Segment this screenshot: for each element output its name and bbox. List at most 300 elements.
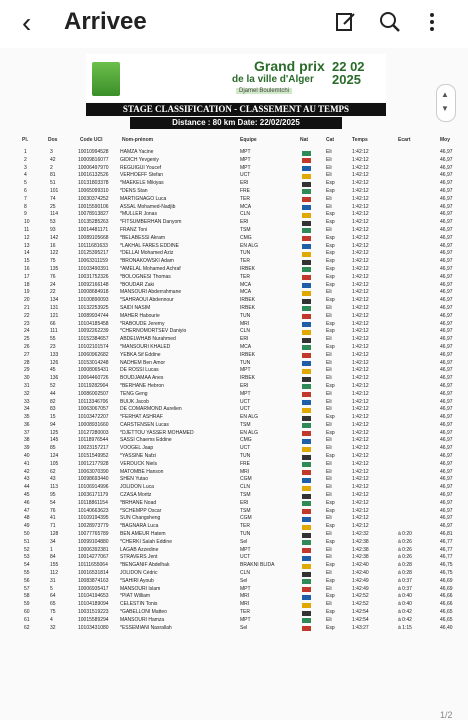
table-row <box>0 235 468 243</box>
col-header-dos: Dos <box>48 137 58 143</box>
table-row <box>0 508 468 516</box>
cell-moy: 46,97 <box>440 149 453 155</box>
page-title: Arrivee <box>64 8 147 35</box>
scroll-control[interactable] <box>436 84 456 122</box>
cell-dos: 105 <box>50 460 59 467</box>
cell-nom: *BOUDAR Zaki <box>120 281 155 288</box>
cell-pl: 55 <box>24 570 30 577</box>
cell-nom: *GABELLONI Matteo <box>120 609 167 616</box>
cell-dos: 81 <box>50 172 56 179</box>
table-row <box>0 445 468 453</box>
cell-equipe: IRBEK <box>240 304 256 311</box>
cell-ecart: à 0:42 <box>398 616 412 623</box>
cell-equipe: ERI <box>240 499 249 506</box>
cell-equipe: TUN <box>240 312 251 319</box>
cell-nom: BOUDJAMAA Anes <box>120 375 164 382</box>
cell-temps: 1:42:12 <box>352 258 369 265</box>
col-header-temps: Temps <box>352 137 368 143</box>
cell-equipe: ERI <box>240 180 249 187</box>
cell-pl: 42 <box>24 468 30 475</box>
cell-code: 10016132526 <box>78 172 109 179</box>
cell-code: 10153014248 <box>78 359 109 366</box>
table-row <box>0 547 468 555</box>
cell-equipe: MCA <box>240 203 252 210</box>
nation-flag-icon <box>302 494 311 499</box>
cell-temps: 1:42:12 <box>352 242 369 249</box>
cell-temps: 1:42:54 <box>352 616 369 623</box>
nation-flag-icon <box>302 353 311 358</box>
cell-nom: SASSI Chaems Eddine <box>120 437 172 444</box>
cell-nom: LAGAB Azzedine <box>120 546 159 553</box>
nation-flag-icon <box>302 392 311 397</box>
cell-pl: 5 <box>24 180 27 187</box>
cell-pl: 47 <box>24 507 30 514</box>
nation-flag-icon <box>302 205 311 210</box>
cell-dos: 51 <box>50 180 56 187</box>
cell-cat: Esp <box>326 523 335 530</box>
banner-subtitle: Djamel Boulemtchi <box>236 88 292 94</box>
cell-dos: 134 <box>50 297 59 304</box>
cell-nom: STRAVERS Jent <box>120 554 158 561</box>
cell-temps: 1:42:12 <box>352 320 369 327</box>
cell-dos: 64 <box>50 593 56 600</box>
cell-code: 10060962682 <box>78 351 109 358</box>
cell-temps: 1:42:12 <box>352 406 369 413</box>
col-header-equipe: Equipe <box>240 137 257 143</box>
cell-moy: 46,97 <box>440 406 453 413</box>
cell-cat: Eli <box>326 375 332 382</box>
chevron-down-icon[interactable]: ▼ <box>441 104 449 113</box>
table-row <box>0 570 468 578</box>
table-row <box>0 469 468 477</box>
cell-cat: Esp <box>326 414 335 421</box>
cell-dos: 124 <box>50 453 59 460</box>
nation-flag-icon <box>302 517 311 522</box>
more-vert-icon[interactable] <box>420 10 444 34</box>
cell-code: 10008065431 <box>78 367 109 374</box>
cell-code: 10119282904 <box>78 382 109 389</box>
cell-dos: 74 <box>50 195 56 202</box>
nation-flag-icon <box>302 306 311 311</box>
cell-moy: 46,97 <box>440 172 453 179</box>
cell-cat: Eli <box>326 195 332 202</box>
cell-dos: 145 <box>50 437 59 444</box>
cell-dos: 83 <box>50 406 56 413</box>
cell-moy: 46,97 <box>440 164 453 171</box>
cell-pl: 36 <box>24 421 30 428</box>
cell-code: 10118976544 <box>78 437 109 444</box>
cell-equipe: CGM <box>240 515 252 522</box>
cell-temps: 1:42:38 <box>352 554 369 561</box>
cell-temps: 1:42:12 <box>352 304 369 311</box>
cell-code: 10152384657 <box>78 336 109 343</box>
cell-equipe: UCT <box>240 406 251 413</box>
cell-equipe: TSM <box>240 226 251 233</box>
cell-dos: 94 <box>50 421 56 428</box>
cell-equipe: TUN <box>240 453 251 460</box>
cell-equipe: EN ALG <box>240 429 259 436</box>
cell-code: 10012177928 <box>78 460 109 467</box>
nation-flag-icon <box>302 369 311 374</box>
nation-flag-icon <box>302 236 311 241</box>
cell-moy: 46,97 <box>440 180 453 187</box>
cell-ecart: à 0:42 <box>398 609 412 616</box>
cell-pl: 32 <box>24 390 30 397</box>
cell-code: 10086002507 <box>78 390 109 397</box>
cell-temps: 1:42:12 <box>352 515 369 522</box>
cell-dos: 55 <box>50 336 56 343</box>
cell-moy: 46,97 <box>440 515 453 522</box>
cell-pl: 7 <box>24 195 27 202</box>
cell-equipe: MRI <box>240 593 250 600</box>
cell-code: 10140663623 <box>78 507 109 514</box>
cell-cat: Eli <box>326 616 332 623</box>
cell-code: 10109194395 <box>78 515 109 522</box>
nation-flag-icon <box>302 462 311 467</box>
cell-code: 10102101574 <box>78 343 109 350</box>
cell-dos: 54 <box>50 499 56 506</box>
cell-nom: MATOMBE Hanson <box>120 468 164 475</box>
cell-equipe: EN ALG <box>240 242 259 249</box>
cell-code: 10009816077 <box>78 156 109 163</box>
cell-dos: 66 <box>50 320 56 327</box>
cell-temps: 1:42:12 <box>352 273 369 280</box>
cell-code: 10014277067 <box>78 554 109 561</box>
cell-cat: Eli <box>326 289 332 296</box>
cell-code: 10111655064 <box>78 562 108 569</box>
cell-moy: 46,97 <box>440 375 453 382</box>
cell-equipe: UCT <box>240 445 251 452</box>
search-icon[interactable] <box>378 10 402 34</box>
cell-cat: Esp <box>326 453 335 460</box>
cell-moy: 46,65 <box>440 609 453 616</box>
cell-nom: *AMELAL Mohamed Achraf <box>120 265 181 272</box>
nation-flag-icon <box>302 330 311 335</box>
cell-temps: 1:42:52 <box>352 593 369 600</box>
cell-equipe: CLN <box>240 328 251 335</box>
cell-equipe: MPT <box>240 616 251 623</box>
cell-code: 10104185458 <box>78 320 109 327</box>
cell-dos: 62 <box>50 468 56 475</box>
cell-code: 10106914996 <box>78 484 109 491</box>
cell-nom: SUN Changsheng <box>120 515 161 522</box>
table-row <box>0 165 468 173</box>
cell-pl: 13 <box>24 242 30 249</box>
cell-temps: 1:42:40 <box>352 562 369 569</box>
cell-cat: Eli <box>326 398 332 405</box>
cell-temps: 1:42:12 <box>352 172 369 179</box>
cell-nom: SAIDI NASIM <box>120 304 151 311</box>
cell-dos: 93 <box>50 226 56 233</box>
cell-cat: Eli <box>326 149 332 155</box>
nation-flag-icon <box>302 556 311 561</box>
table-row <box>0 149 468 157</box>
cell-moy: 46,97 <box>440 437 453 444</box>
nation-flag-icon <box>302 338 311 343</box>
cell-equipe: FRE <box>240 187 250 194</box>
cell-cat: Eli <box>326 312 332 319</box>
cell-nom: *BENGANIF Abdelhak <box>120 562 170 569</box>
table-row <box>0 453 468 461</box>
cell-equipe: CLN <box>240 211 251 218</box>
cell-dos: 3 <box>50 149 53 155</box>
cell-code: 10010994528 <box>78 149 109 155</box>
cell-moy: 46,77 <box>440 538 453 545</box>
cell-pl: 21 <box>24 304 30 311</box>
cell-cat: Esp <box>326 624 335 631</box>
cell-cat: Esp <box>326 343 335 350</box>
cell-code: 10030374252 <box>78 195 109 202</box>
cell-equipe: EN ALG <box>240 414 259 421</box>
cell-dos: 121 <box>50 312 59 319</box>
cell-pl: 1 <box>24 149 27 155</box>
cell-pl: 28 <box>24 359 30 366</box>
cell-dos: 34 <box>50 538 56 545</box>
cell-temps: 1:42:49 <box>352 577 369 584</box>
cell-cat: Esp <box>326 320 335 327</box>
cell-cat: Eli <box>326 445 332 452</box>
cell-cat: Eli <box>326 367 332 374</box>
cell-code: 10065099310 <box>78 187 109 194</box>
nation-flag-icon <box>302 618 311 623</box>
cell-nom: *BOLOGNESI Thomas <box>120 273 171 280</box>
cell-temps: 1:42:38 <box>352 538 369 545</box>
cell-code: 10104194653 <box>78 593 109 600</box>
cell-temps: 1:42:12 <box>352 265 369 272</box>
cell-dos: 136 <box>50 375 59 382</box>
cell-equipe: MPT <box>240 546 251 553</box>
cell-dos: 2 <box>50 164 53 171</box>
cell-pl: 15 <box>24 258 30 265</box>
cell-moy: 46,97 <box>440 507 453 514</box>
cell-cat: Esp <box>326 507 335 514</box>
cell-cat: Esp <box>326 250 335 257</box>
nation-flag-icon <box>302 509 311 514</box>
cell-moy: 46,97 <box>440 304 453 311</box>
back-arrow-icon[interactable]: ‹ <box>22 7 32 38</box>
cell-nom: *BRHANE Noad <box>120 499 157 506</box>
cell-equipe: TER <box>240 523 250 530</box>
cell-equipe: MPT <box>240 149 251 155</box>
nation-flag-icon <box>302 455 311 460</box>
nation-flag-icon <box>302 595 311 600</box>
table-row <box>0 609 468 617</box>
cell-pl: 4 <box>24 172 27 179</box>
cell-dos: 24 <box>50 281 56 288</box>
cell-equipe: Sel <box>240 624 248 631</box>
cell-temps: 1:43:27 <box>352 624 369 631</box>
cell-equipe: MRI <box>240 468 250 475</box>
cell-ecart: à 0:28 <box>398 562 412 569</box>
nation-flag-icon <box>302 431 311 436</box>
nation-flag-icon <box>302 213 311 218</box>
cell-cat: Esp <box>326 593 335 600</box>
cell-temps: 1:42:12 <box>352 499 369 506</box>
nation-flag-icon <box>302 174 311 179</box>
nation-flag-icon <box>302 244 311 249</box>
cell-temps: 1:42:12 <box>352 460 369 467</box>
cell-pl: 37 <box>24 429 30 436</box>
cell-code: 10103490391 <box>78 265 109 272</box>
cell-cat: Eli <box>326 554 332 561</box>
cell-nom: JOLIDON Luca <box>120 484 154 491</box>
cell-dos: 45 <box>50 367 56 374</box>
cell-code: 10064460726 <box>78 375 109 382</box>
edit-icon[interactable] <box>334 10 358 34</box>
cell-dos: 95 <box>50 492 56 499</box>
cell-temps: 1:42:12 <box>352 375 369 382</box>
cell-equipe: TER <box>240 195 250 202</box>
nation-flag-icon <box>302 611 311 616</box>
cell-pl: 41 <box>24 460 30 467</box>
nation-flag-icon <box>302 626 311 631</box>
cell-cat: Eli <box>326 546 332 553</box>
cell-code: 10132253925 <box>78 304 109 311</box>
cell-dos: 125 <box>50 429 59 436</box>
table-row <box>0 258 468 266</box>
cell-code: 10031519223 <box>78 609 109 616</box>
cell-dos: 82 <box>50 398 56 405</box>
cell-nom: *FITSUMBERHAN Danyom <box>120 219 182 226</box>
cell-ecart: à 0:28 <box>398 570 412 577</box>
cell-dos: 22 <box>50 289 56 296</box>
cell-moy: 46,75 <box>440 570 453 577</box>
cell-dos: 85 <box>50 445 56 452</box>
table-row <box>0 188 468 196</box>
cell-pl: 52 <box>24 546 30 553</box>
nation-flag-icon <box>302 423 311 428</box>
cell-moy: 46,97 <box>440 429 453 436</box>
cell-dos: 101 <box>50 187 59 194</box>
cell-moy: 46,97 <box>440 351 453 358</box>
cell-code: 10023157217 <box>78 445 109 452</box>
cell-equipe: ERI <box>240 219 249 226</box>
col-header-pl: Pl. <box>22 137 29 143</box>
cell-temps: 1:42:12 <box>352 492 369 499</box>
nation-flag-icon <box>302 603 311 608</box>
cell-dos: 25 <box>50 203 56 210</box>
cell-moy: 46,77 <box>440 554 453 561</box>
cell-nom: *CHERNOMORTSEV Daniyio <box>120 328 187 335</box>
cell-nom: CARSTENSEN Lucas <box>120 421 169 428</box>
cell-code: 10089105668 <box>78 234 109 241</box>
cell-temps: 1:42:12 <box>352 476 369 483</box>
nation-flag-icon <box>302 548 311 553</box>
cell-temps: 1:42:12 <box>352 453 369 460</box>
nation-flag-icon <box>302 361 311 366</box>
cell-dos: 75 <box>50 258 56 265</box>
cell-dos: 135 <box>50 265 59 272</box>
cell-dos: 52 <box>50 382 56 389</box>
cell-equipe: TER <box>240 273 250 280</box>
cell-temps: 1:42:12 <box>352 203 369 210</box>
table-row <box>0 344 468 352</box>
nation-flag-icon <box>302 384 311 389</box>
cell-temps: 1:42:38 <box>352 546 369 553</box>
cell-dos: 84 <box>50 554 56 561</box>
cell-code: 10036171179 <box>78 492 109 499</box>
table-row <box>0 523 468 531</box>
cell-dos: 71 <box>50 523 56 530</box>
cell-cat: Esp <box>326 281 335 288</box>
cell-moy: 46,97 <box>440 195 453 202</box>
cell-nom: HAMZA Yacine <box>120 149 154 155</box>
cell-temps: 1:42:12 <box>352 149 369 155</box>
cell-moy: 46,97 <box>440 367 453 374</box>
cell-equipe: MRI <box>240 320 250 327</box>
cell-cat: Esp <box>326 429 335 436</box>
cell-cat: Eli <box>326 531 332 538</box>
distance-date: Distance : 80 km Date: 22/02/2025 <box>130 117 342 129</box>
cell-equipe: TSM <box>240 421 251 428</box>
cell-cat: Eli <box>326 390 332 397</box>
cell-equipe: MCA <box>240 281 252 288</box>
nation-flag-icon <box>302 572 311 577</box>
cell-cat: Eli <box>326 570 332 577</box>
cell-nom: *SAHIRI Ayoub <box>120 577 154 584</box>
cell-equipe: IRBEK <box>240 351 256 358</box>
chevron-up-icon[interactable]: ▲ <box>441 90 449 99</box>
cell-equipe: CGM <box>240 476 252 483</box>
cell-moy: 46,66 <box>440 593 453 600</box>
cell-pl: 53 <box>24 554 30 561</box>
cell-pl: 8 <box>24 203 27 210</box>
cell-nom: *BAGNARA Luca <box>120 523 159 530</box>
cell-temps: 1:42:12 <box>352 421 369 428</box>
table-row <box>0 430 468 438</box>
cell-temps: 1:42:12 <box>352 195 369 202</box>
cell-code: 10092262239 <box>78 328 109 335</box>
cell-code: 10014481171 <box>78 226 109 233</box>
cell-pl: 33 <box>24 398 30 405</box>
cell-dos: 111 <box>50 328 58 335</box>
nation-flag-icon <box>302 182 311 187</box>
cell-moy: 46,97 <box>440 398 453 405</box>
cell-moy: 46,97 <box>440 297 453 304</box>
cell-nom: JOLIDON Cédric <box>120 570 158 577</box>
cell-code: 10063311159 <box>78 258 108 265</box>
table-row <box>0 328 468 336</box>
cell-moy: 46,97 <box>440 273 453 280</box>
cell-temps: 1:42:12 <box>352 336 369 343</box>
cell-temps: 1:42:54 <box>352 609 369 616</box>
cell-nom: DE ROSSI Lucas <box>120 367 159 374</box>
cell-nom: MAHER Habourie <box>120 312 160 319</box>
cell-code: 10103472207 <box>78 414 109 421</box>
cell-temps: 1:42:12 <box>352 281 369 288</box>
nation-flag-icon <box>302 228 311 233</box>
cell-pl: 10 <box>24 219 30 226</box>
cell-pl: 29 <box>24 367 30 374</box>
table-row <box>0 593 468 601</box>
cell-code: 10028973779 <box>78 523 109 530</box>
table-row <box>0 313 468 321</box>
cell-cat: Esp <box>326 258 335 265</box>
cell-equipe: TSM <box>240 492 251 499</box>
cell-pl: 2 <box>24 156 27 163</box>
cell-code: 10092166148 <box>78 281 109 288</box>
cell-pl: 58 <box>24 593 30 600</box>
cell-cat: Eli <box>326 359 332 366</box>
cell-moy: 46,97 <box>440 281 453 288</box>
cell-moy: 46,97 <box>440 499 453 506</box>
cell-moy: 46,77 <box>440 546 453 553</box>
cell-equipe: Sel <box>240 577 248 584</box>
table-row <box>0 204 468 212</box>
cell-pl: 56 <box>24 577 30 584</box>
cell-cat: Eli <box>326 164 332 171</box>
banner-date: 22 02 2025 <box>332 59 365 87</box>
